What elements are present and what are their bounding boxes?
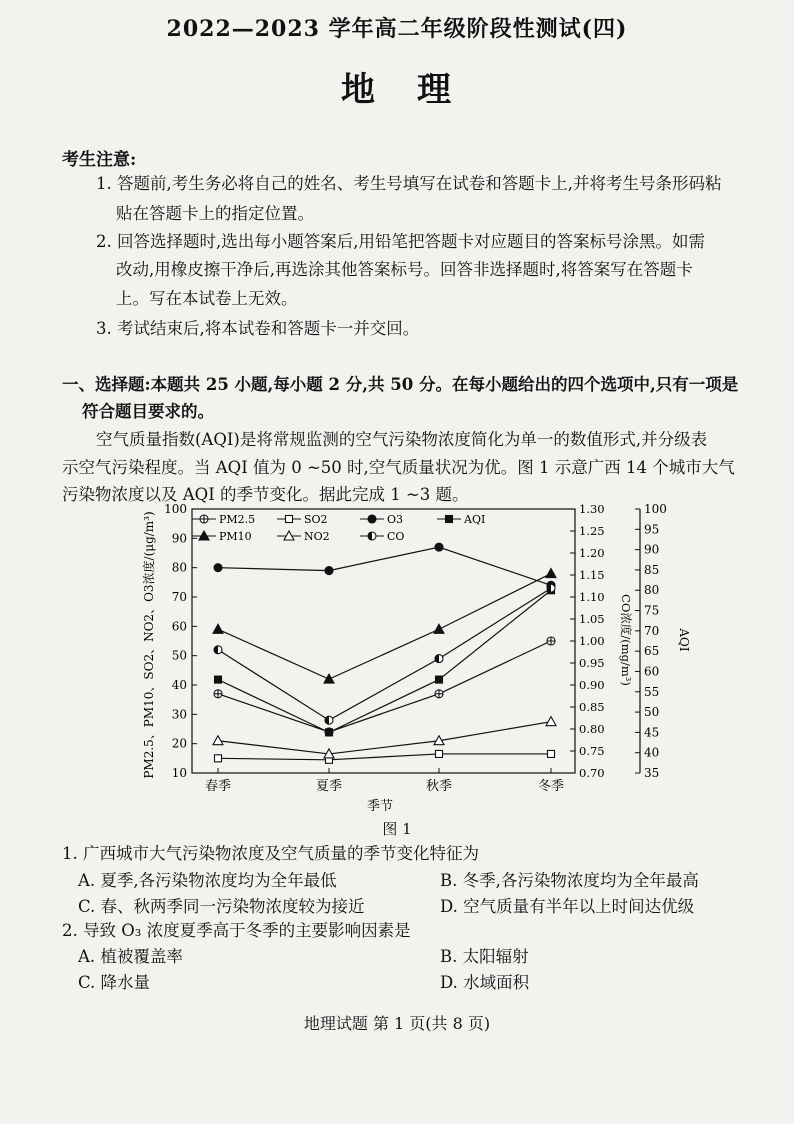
point-aqi xyxy=(326,729,333,736)
co-tick-label: 0.75 xyxy=(579,744,605,758)
y-axis-label-aqi: AQI xyxy=(677,628,691,652)
x-tick-label: 冬季 xyxy=(537,779,565,794)
legend-label: PM2.5 xyxy=(219,513,256,526)
left-tick-label: 10 xyxy=(171,766,187,780)
point-o3 xyxy=(214,564,222,572)
point-aqi xyxy=(436,676,443,683)
point-so2 xyxy=(548,750,555,757)
co-tick-label: 0.85 xyxy=(579,700,605,714)
question-stem: 2. 导致 O₃ 浓度夏季高于冬季的主要影响因素是 xyxy=(62,921,411,940)
co-tick-label: 0.90 xyxy=(579,678,605,692)
question-stem: 1. 广西城市大气污染物浓度及空气质量的季节变化特征为 xyxy=(62,844,479,863)
legend-label: O3 xyxy=(387,513,404,526)
co-tick-label: 1.20 xyxy=(579,546,605,560)
aqi-tick-label: 50 xyxy=(644,705,660,720)
aqi-tick-label: 80 xyxy=(644,583,660,598)
aqi-tick-label: 45 xyxy=(644,725,660,740)
left-tick-label: 70 xyxy=(171,590,187,604)
option: A. 夏季,各污染物浓度均为全年最低 xyxy=(78,871,337,890)
legend-label: AQI xyxy=(464,513,486,526)
option: C. 春、秋两季同一污染物浓度较为接近 xyxy=(78,897,365,916)
point-pm10 xyxy=(434,624,444,633)
y-axis-label-left: PM2.5、PM10、SO2、NO2、O3浓度/(μg/m³) xyxy=(142,511,156,779)
point-no2 xyxy=(213,736,223,745)
point-so2 xyxy=(215,755,222,762)
point-o3 xyxy=(325,567,333,575)
co-tick-label: 1.05 xyxy=(579,612,605,626)
plot-frame xyxy=(192,509,575,773)
option: C. 降水量 xyxy=(78,973,151,992)
co-tick-label: 0.80 xyxy=(579,722,605,736)
option: B. 太阳辐射 xyxy=(440,947,529,966)
series-line-o3 xyxy=(218,547,551,585)
co-tick-label: 0.70 xyxy=(579,766,605,780)
co-tick-label: 1.30 xyxy=(579,502,605,516)
x-axis xyxy=(205,768,564,794)
section-heading: 符合题目要求的。 xyxy=(82,402,214,421)
point-aqi xyxy=(215,676,222,683)
figure-caption: 图 1 xyxy=(382,820,412,838)
legend-marker xyxy=(446,516,453,523)
aqi-tick-label: 35 xyxy=(644,766,660,780)
co-tick-label: 1.00 xyxy=(579,634,605,648)
page-footer: 地理试题 第 1 页(共 8 页) xyxy=(303,1014,491,1033)
series-line-pm10 xyxy=(218,574,551,680)
co-tick-label: 0.95 xyxy=(579,656,605,670)
aqi-tick-label: 70 xyxy=(644,623,660,638)
left-tick-label: 40 xyxy=(171,678,187,692)
option: B. 冬季,各污染物浓度均为全年最高 xyxy=(440,871,699,890)
aqi-tick-label: 65 xyxy=(644,644,660,659)
legend-label: CO xyxy=(387,530,405,543)
notice-item: 上。写在本试卷上无效。 xyxy=(116,289,298,308)
series-line-no2 xyxy=(218,722,551,754)
intro-text: 示空气污染程度。当 AQI 值为 0 ~50 时,空气质量状况为优。图 1 示意广西 14 个城市大气 xyxy=(62,458,735,477)
point-so2 xyxy=(436,750,443,757)
notice-item: 3. 考试结束后,将本试卷和答题卡一并交回。 xyxy=(96,319,420,338)
co-tick-label: 1.15 xyxy=(579,568,605,582)
option: D. 水域面积 xyxy=(440,973,530,992)
section-heading: 一、选择题:本题共 25 小题,每小题 2 分,共 50 分。在每小题给出的四个选项中,只有一项是 xyxy=(62,375,739,394)
aqi-tick-label: 40 xyxy=(644,745,660,760)
aqi-tick-label: 55 xyxy=(644,684,660,699)
left-tick-label: 50 xyxy=(171,648,187,663)
left-tick-label: 80 xyxy=(171,560,187,575)
point-pm10 xyxy=(324,674,334,683)
legend xyxy=(192,513,485,543)
legend-marker xyxy=(286,516,293,523)
legend-marker xyxy=(368,515,376,523)
left-tick-label: 20 xyxy=(171,736,187,751)
notice-item: 2. 回答选择题时,选出每小题答案后,用铅笔把答题卡对应题目的答案标号涂黑。如需 xyxy=(96,232,705,251)
option: D. 空气质量有半年以上时间达优级 xyxy=(440,897,695,916)
aqi-tick-label: 75 xyxy=(644,603,660,618)
legend-label: PM10 xyxy=(219,530,252,543)
x-tick-label: 秋季 xyxy=(425,779,453,794)
left-tick-label: 100 xyxy=(164,502,187,516)
co-tick-label: 1.10 xyxy=(579,590,605,604)
notice-item: 1. 答题前,考生务必将自己的姓名、考生号填写在试卷和答题卡上,并将考生号条形码粘 xyxy=(96,174,722,193)
left-tick-label: 30 xyxy=(171,707,187,722)
notice-item: 改动,用橡皮擦干净后,再选涂其他答案标号。回答非选择题时,将答案写在答题卡 xyxy=(116,260,693,279)
notice-item: 贴在答题卡上的指定位置。 xyxy=(116,204,314,223)
x-axis-label: 季节 xyxy=(366,799,394,814)
series-group xyxy=(213,543,556,763)
aqi-tick-label: 85 xyxy=(644,562,660,577)
intro-text: 空气质量指数(AQI)是将常规监测的空气污染物浓度简化为单一的数值形式,并分级表 xyxy=(96,430,708,449)
y-axis-label-co: CO浓度/(mg/m³) xyxy=(619,594,633,686)
intro-text: 污染物浓度以及 AQI 的季节变化。据此完成 1 ~3 题。 xyxy=(62,485,469,504)
point-pm10 xyxy=(546,569,556,578)
legend-label: NO2 xyxy=(304,530,330,543)
x-tick-label: 春季 xyxy=(204,779,232,794)
point-o3 xyxy=(435,543,443,551)
series-line-pm25 xyxy=(218,641,551,732)
figure-1-chart xyxy=(130,500,730,830)
aqi-tick-label: 60 xyxy=(644,664,660,679)
left-tick-label: 90 xyxy=(171,531,187,546)
x-tick-label: 夏季 xyxy=(315,779,343,794)
legend-label: SO2 xyxy=(304,513,328,526)
series-line-so2 xyxy=(218,754,551,760)
point-no2 xyxy=(546,717,556,726)
option: A. 植被覆盖率 xyxy=(78,947,183,966)
subject-title: 地理 xyxy=(341,70,493,110)
exam-title: 2022—2023 学年高二年级阶段性测试(四) xyxy=(166,16,628,42)
aqi-tick-label: 100 xyxy=(644,502,667,516)
notice-heading: 考生注意: xyxy=(62,150,137,170)
point-pm10 xyxy=(213,624,223,633)
left-tick-label: 60 xyxy=(171,619,187,634)
aqi-tick-label: 90 xyxy=(644,542,660,557)
aqi-tick-label: 95 xyxy=(644,522,660,537)
co-tick-label: 1.25 xyxy=(579,524,605,538)
